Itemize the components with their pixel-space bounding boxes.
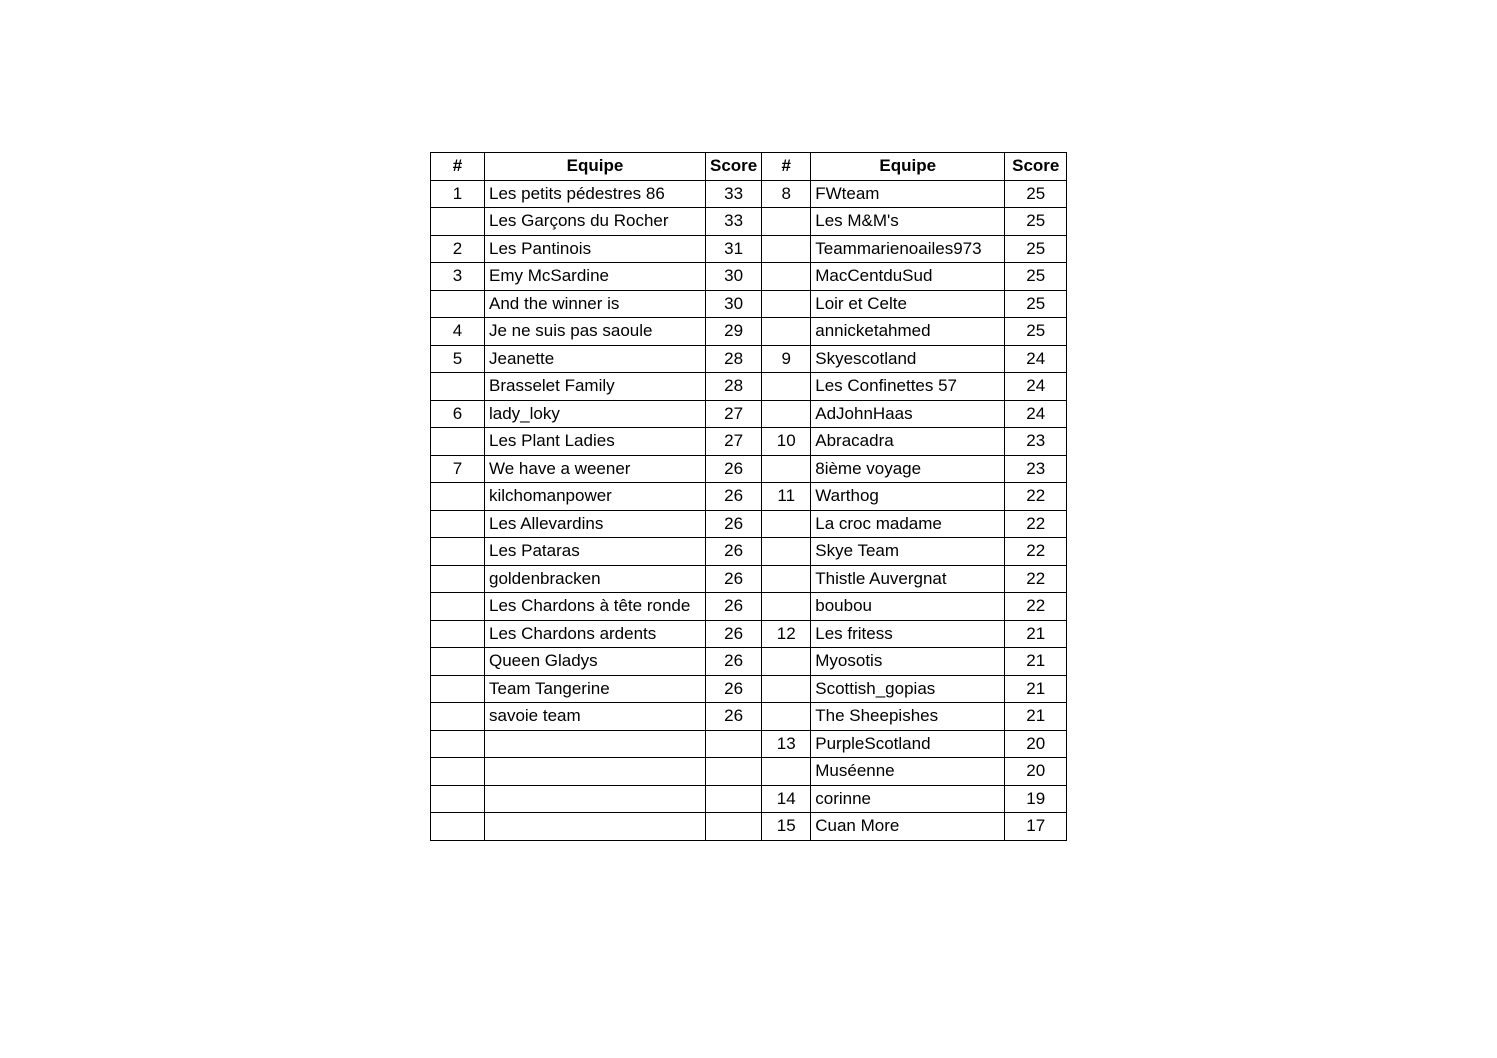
cell-team-right: MacCentduSud: [811, 263, 1005, 291]
cell-score-left: 28: [706, 373, 762, 401]
cell-rank-right: [762, 455, 811, 483]
cell-rank-right: [762, 758, 811, 786]
cell-team-right: Abracadra: [811, 428, 1005, 456]
cell-rank-left: [431, 428, 485, 456]
cell-team-left: Queen Gladys: [485, 648, 706, 676]
table-row: [431, 565, 1067, 593]
cell-team-right: Loir et Celte: [811, 290, 1005, 318]
cell-rank-left: 5: [431, 345, 485, 373]
cell-score-left: 29: [706, 318, 762, 346]
cell-score-left: 26: [706, 648, 762, 676]
header-score-right: Score: [1005, 153, 1067, 181]
cell-team-left: Les Allevardins: [485, 510, 706, 538]
table-row: [431, 318, 1067, 346]
score-table: [430, 152, 1067, 841]
cell-team-left: Brasselet Family: [485, 373, 706, 401]
cell-rank-left: 1: [431, 180, 485, 208]
cell-score-left: 30: [706, 263, 762, 291]
table-row: [431, 290, 1067, 318]
cell-team-right: Scottish_gopias: [811, 675, 1005, 703]
cell-rank-left: [431, 208, 485, 236]
cell-rank-right: [762, 235, 811, 263]
cell-score-right: 21: [1005, 648, 1067, 676]
cell-score-right: 20: [1005, 758, 1067, 786]
cell-score-right: 25: [1005, 208, 1067, 236]
cell-team-left: [485, 758, 706, 786]
cell-rank-left: [431, 730, 485, 758]
cell-rank-left: [431, 510, 485, 538]
table-row: [431, 510, 1067, 538]
cell-team-right: Les M&M's: [811, 208, 1005, 236]
table-row: [431, 593, 1067, 621]
cell-score-right: 23: [1005, 428, 1067, 456]
table-row: [431, 180, 1067, 208]
table-row: [431, 400, 1067, 428]
cell-team-right: Cuan More: [811, 813, 1005, 841]
header-score-left: Score: [706, 153, 762, 181]
table-row: [431, 208, 1067, 236]
cell-rank-left: [431, 758, 485, 786]
cell-team-left: Je ne suis pas saoule: [485, 318, 706, 346]
cell-score-left: 26: [706, 675, 762, 703]
cell-score-right: 25: [1005, 318, 1067, 346]
cell-team-left: And the winner is: [485, 290, 706, 318]
cell-rank-left: [431, 648, 485, 676]
cell-rank-right: [762, 373, 811, 401]
cell-team-right: Thistle Auvergnat: [811, 565, 1005, 593]
table-row: [431, 345, 1067, 373]
cell-team-left: Emy McSardine: [485, 263, 706, 291]
cell-team-right: PurpleScotland: [811, 730, 1005, 758]
cell-team-left: goldenbracken: [485, 565, 706, 593]
table-row: [431, 785, 1067, 813]
cell-score-left: 26: [706, 455, 762, 483]
cell-team-right: boubou: [811, 593, 1005, 621]
cell-score-right: 22: [1005, 593, 1067, 621]
cell-score-right: 25: [1005, 263, 1067, 291]
cell-score-right: 22: [1005, 538, 1067, 566]
header-rank-left: #: [431, 153, 485, 181]
table-row: [431, 263, 1067, 291]
cell-rank-right: [762, 208, 811, 236]
cell-score-left: 26: [706, 703, 762, 731]
cell-rank-left: [431, 373, 485, 401]
cell-score-right: 25: [1005, 290, 1067, 318]
cell-team-left: Les Pataras: [485, 538, 706, 566]
cell-team-right: Teammarienoailes973: [811, 235, 1005, 263]
cell-score-left: [706, 813, 762, 841]
table-row: [431, 538, 1067, 566]
cell-score-left: 33: [706, 180, 762, 208]
header-team-left: Equipe: [485, 153, 706, 181]
cell-score-left: 30: [706, 290, 762, 318]
cell-team-left: savoie team: [485, 703, 706, 731]
cell-score-left: 31: [706, 235, 762, 263]
table-row: [431, 703, 1067, 731]
cell-rank-left: 2: [431, 235, 485, 263]
cell-rank-left: [431, 620, 485, 648]
cell-score-right: 17: [1005, 813, 1067, 841]
cell-rank-right: 11: [762, 483, 811, 511]
cell-team-right: FWteam: [811, 180, 1005, 208]
cell-rank-right: [762, 675, 811, 703]
cell-team-right: The Sheepishes: [811, 703, 1005, 731]
cell-score-left: [706, 730, 762, 758]
cell-rank-right: 10: [762, 428, 811, 456]
cell-rank-right: [762, 263, 811, 291]
cell-rank-left: [431, 483, 485, 511]
cell-rank-right: 15: [762, 813, 811, 841]
cell-rank-right: 8: [762, 180, 811, 208]
cell-team-left: Les Garçons du Rocher: [485, 208, 706, 236]
cell-rank-left: 7: [431, 455, 485, 483]
cell-team-left: Jeanette: [485, 345, 706, 373]
cell-score-right: 21: [1005, 703, 1067, 731]
cell-rank-left: 4: [431, 318, 485, 346]
cell-team-left: Les Pantinois: [485, 235, 706, 263]
cell-rank-right: [762, 703, 811, 731]
cell-rank-right: 12: [762, 620, 811, 648]
table-row: [431, 675, 1067, 703]
cell-team-right: Les fritess: [811, 620, 1005, 648]
table-row: [431, 813, 1067, 841]
header-row: [431, 153, 1067, 181]
cell-team-left: kilchomanpower: [485, 483, 706, 511]
cell-score-left: 26: [706, 483, 762, 511]
cell-score-left: 28: [706, 345, 762, 373]
table-row: [431, 483, 1067, 511]
cell-team-left: [485, 785, 706, 813]
cell-score-left: 26: [706, 510, 762, 538]
cell-rank-right: [762, 538, 811, 566]
cell-rank-left: 3: [431, 263, 485, 291]
cell-score-left: 26: [706, 538, 762, 566]
cell-team-left: Les petits pédestres 86: [485, 180, 706, 208]
table-row: [431, 620, 1067, 648]
cell-score-right: 21: [1005, 620, 1067, 648]
cell-team-right: 8ième voyage: [811, 455, 1005, 483]
cell-rank-right: 14: [762, 785, 811, 813]
header-team-right: Equipe: [811, 153, 1005, 181]
cell-rank-left: [431, 565, 485, 593]
cell-score-right: 24: [1005, 345, 1067, 373]
cell-team-right: AdJohnHaas: [811, 400, 1005, 428]
cell-team-left: [485, 813, 706, 841]
cell-rank-left: [431, 675, 485, 703]
cell-score-right: 21: [1005, 675, 1067, 703]
cell-team-right: La croc madame: [811, 510, 1005, 538]
table-row: [431, 455, 1067, 483]
cell-score-right: 25: [1005, 235, 1067, 263]
cell-team-left: Les Plant Ladies: [485, 428, 706, 456]
cell-rank-left: 6: [431, 400, 485, 428]
cell-team-right: Skye Team: [811, 538, 1005, 566]
cell-rank-right: [762, 648, 811, 676]
cell-score-right: 23: [1005, 455, 1067, 483]
header-rank-right: #: [762, 153, 811, 181]
cell-team-left: lady_loky: [485, 400, 706, 428]
cell-team-left: Team Tangerine: [485, 675, 706, 703]
cell-rank-right: [762, 593, 811, 621]
cell-score-right: 20: [1005, 730, 1067, 758]
cell-score-left: 27: [706, 400, 762, 428]
cell-score-right: 22: [1005, 483, 1067, 511]
cell-score-right: 24: [1005, 400, 1067, 428]
cell-score-right: 25: [1005, 180, 1067, 208]
cell-team-right: annicketahmed: [811, 318, 1005, 346]
cell-rank-left: [431, 785, 485, 813]
cell-rank-right: [762, 510, 811, 538]
cell-score-right: 22: [1005, 510, 1067, 538]
cell-team-right: Les Confinettes 57: [811, 373, 1005, 401]
cell-rank-left: [431, 703, 485, 731]
cell-team-left: Les Chardons ardents: [485, 620, 706, 648]
cell-rank-left: [431, 813, 485, 841]
cell-rank-right: [762, 565, 811, 593]
cell-score-left: 26: [706, 620, 762, 648]
table-row: [431, 730, 1067, 758]
cell-score-left: 26: [706, 593, 762, 621]
cell-team-left: [485, 730, 706, 758]
cell-rank-left: [431, 593, 485, 621]
cell-score-left: 26: [706, 565, 762, 593]
cell-team-right: Myosotis: [811, 648, 1005, 676]
cell-team-left: We have a weener: [485, 455, 706, 483]
cell-rank-right: 13: [762, 730, 811, 758]
cell-rank-right: [762, 290, 811, 318]
cell-team-right: Skyescotland: [811, 345, 1005, 373]
cell-rank-right: [762, 400, 811, 428]
cell-team-left: Les Chardons à tête ronde: [485, 593, 706, 621]
cell-team-right: Muséenne: [811, 758, 1005, 786]
table-row: [431, 428, 1067, 456]
cell-score-left: 33: [706, 208, 762, 236]
cell-score-left: 27: [706, 428, 762, 456]
table-row: [431, 648, 1067, 676]
cell-score-left: [706, 758, 762, 786]
table-row: [431, 373, 1067, 401]
table-row: [431, 758, 1067, 786]
cell-score-right: 24: [1005, 373, 1067, 401]
cell-score-right: 19: [1005, 785, 1067, 813]
cell-team-right: Warthog: [811, 483, 1005, 511]
cell-team-right: corinne: [811, 785, 1005, 813]
cell-score-right: 22: [1005, 565, 1067, 593]
cell-rank-left: [431, 290, 485, 318]
cell-rank-left: [431, 538, 485, 566]
cell-score-left: [706, 785, 762, 813]
table-body: [431, 180, 1067, 840]
cell-rank-right: 9: [762, 345, 811, 373]
cell-rank-right: [762, 318, 811, 346]
table-row: [431, 235, 1067, 263]
